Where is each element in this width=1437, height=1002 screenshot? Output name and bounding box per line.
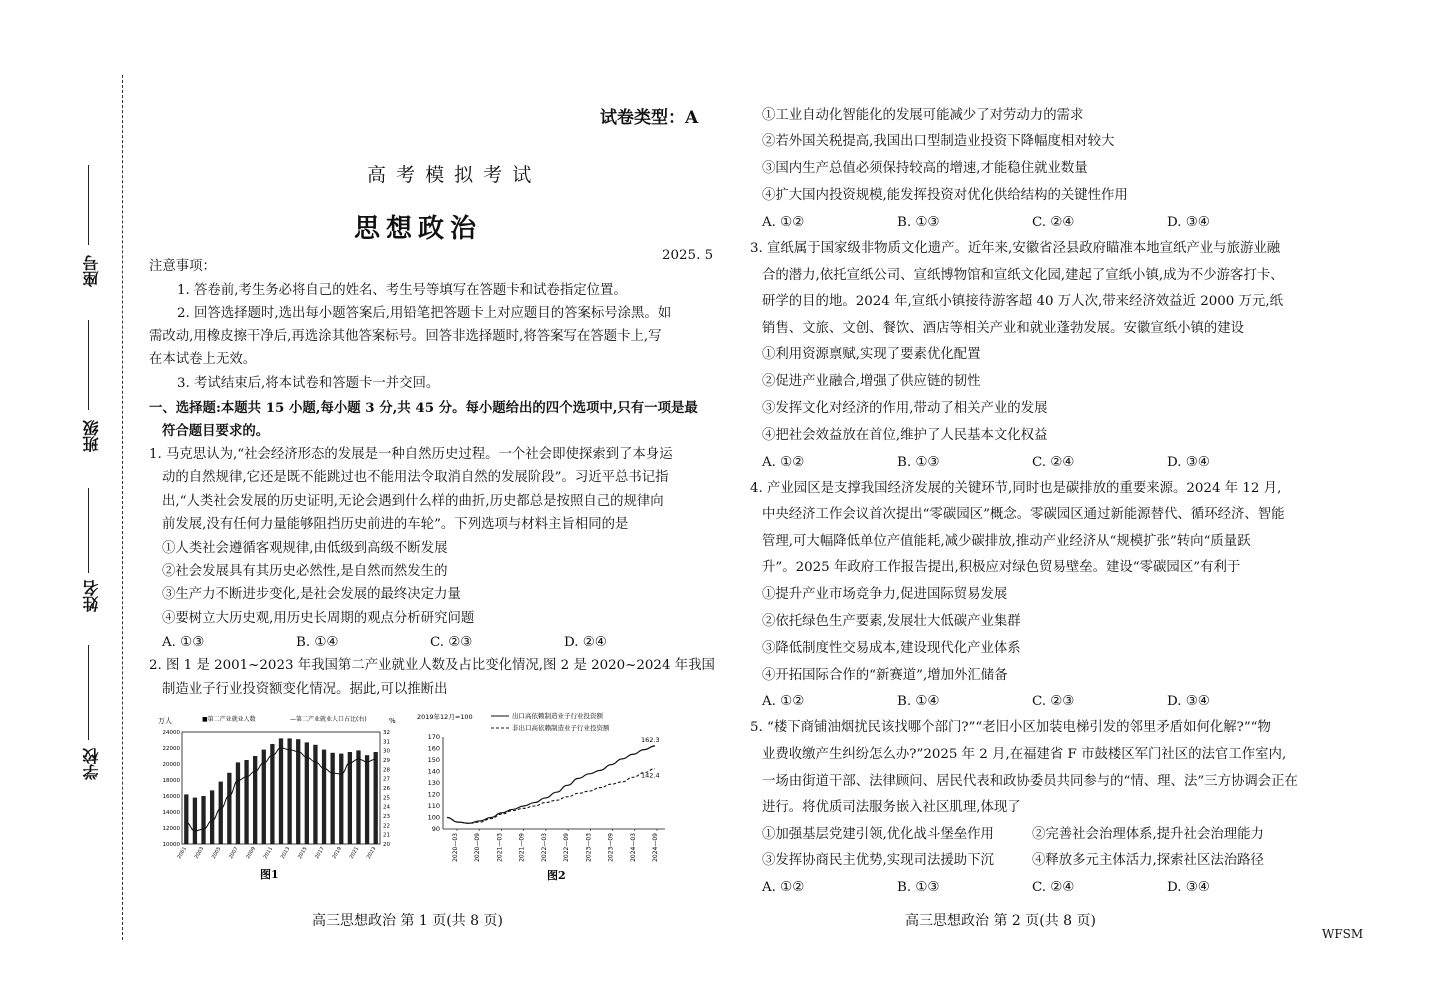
- question-5-item: ③发挥协商民主优势,实现司法援助下沉: [762, 853, 994, 868]
- chart1-title: 图1: [260, 868, 279, 881]
- question-4-options: [762, 694, 1302, 710]
- chart1-xtick: 2023: [365, 846, 378, 861]
- chart1-bar: [227, 773, 231, 844]
- option-a[interactable]: A. ①②: [762, 880, 805, 895]
- option-d[interactable]: D. ③④: [1167, 455, 1210, 470]
- option-c[interactable]: C. ②③: [430, 635, 473, 650]
- question-3-stem: 研学的目的地。2024 年,宣纸小镇接待游客超 40 万人次,带来经济效益近 2000 万元,纸: [762, 294, 1283, 309]
- question-1-item: ②社会发展具有其历史必然性,是自然而然发生的: [162, 564, 448, 579]
- figure-1: [142, 712, 417, 882]
- question-3-stem: 3. 宣纸属于国家级非物质文化遗产。近年来,安徽省泾县政府瞄准本地宣纸产业与旅游业融: [750, 241, 1281, 256]
- question-5-options: [762, 880, 1302, 896]
- question-3-item: ②促进产业融合,增强了供应链的韧性: [762, 374, 981, 389]
- chart1-xtick: 2009: [245, 846, 257, 861]
- watermark-code: WFSM: [1322, 927, 1364, 941]
- chart1-ytick: 10000: [162, 842, 180, 848]
- option-d[interactable]: D. ③④: [1167, 694, 1210, 709]
- chart1-legend-line: —第二产业就业人口占比(右): [290, 716, 367, 723]
- chart2-ytick: 140: [427, 767, 440, 776]
- chart2-legend-2: 非出口高依赖制造业子行业投资额: [512, 724, 610, 732]
- figure-2-chart: [417, 709, 702, 884]
- chart2-ytick: 110: [427, 802, 440, 810]
- chart1-bar: [279, 738, 283, 844]
- chart1-bar: [244, 760, 248, 844]
- chart2-title: 图2: [547, 869, 566, 882]
- question-2-item: ④扩大国内投资规模,能发挥投资对优化供给结构的关键性作用: [762, 188, 1128, 203]
- question-4-item: ②依托绿色生产要素,发展壮大低碳产业集群: [762, 614, 1021, 629]
- chart2-xtick: 2022—03: [540, 833, 548, 862]
- question-3-item: ④把社会效益放在首位,维护了人民基本文化权益: [762, 428, 1048, 443]
- chart2-end-label-1: 162.3: [641, 735, 660, 744]
- option-d[interactable]: D. ③④: [1167, 215, 1210, 230]
- option-c[interactable]: C. ②④: [1032, 455, 1075, 470]
- chart1-bar: [201, 796, 205, 844]
- name-blank: [88, 488, 89, 573]
- chart2-export-line: [447, 746, 655, 823]
- chart1-bar: [348, 752, 352, 844]
- option-b[interactable]: B. ①④: [897, 694, 940, 709]
- page-1-footer: 高三思想政治 第 1 页(共 8 页): [312, 913, 503, 929]
- notice-title: 注意事项：: [149, 259, 216, 274]
- chart1-y2tick: 26: [383, 786, 390, 792]
- chart1-ytick: 16000: [162, 794, 180, 800]
- chart1-y2tick: 22: [383, 823, 390, 830]
- chart1-ytick: 12000: [162, 826, 180, 832]
- question-5-stem: 5. “楼下商铺油烟扰民该找哪个部门?”“老旧小区加装电梯引发的邻里矛盾如何化解?”“物: [750, 720, 1271, 735]
- chart2-ytick: 130: [427, 779, 440, 787]
- question-1-stem: 1. 马克思认为,“社会经济形态的发展是一种自然历史过程。一个社会即使探索到了本身运: [149, 447, 673, 462]
- chart1-bar: [296, 739, 300, 844]
- chart1-ytick: 24000: [162, 730, 180, 736]
- chart1-bar: [374, 752, 378, 844]
- chart2-ytick: 150: [427, 756, 440, 764]
- chart1-y2tick: 30: [383, 748, 390, 755]
- chart2-xtick: 2020—03: [452, 833, 459, 862]
- chart1-xtick: 2001: [176, 846, 189, 861]
- chart1-bar: [331, 753, 335, 844]
- question-4-stem: 升”。2025 年政府工作报告提出,积极应对绿色贸易壁垒。建设“零碳园区”有利于: [762, 560, 1241, 575]
- chart2-ytick: 160: [427, 744, 440, 753]
- page-2-footer: 高三思想政治 第 2 页(共 8 页): [905, 913, 1096, 929]
- chart2-ytick: 170: [427, 733, 440, 741]
- option-c[interactable]: C. ②④: [1032, 215, 1075, 230]
- question-5-stem: 业费收缴产生纠纷怎么办?”2025 年 2 月,在福建省 F 市鼓楼区军门社区的法官工作室内,: [762, 747, 1287, 762]
- section-heading: 一、选择题:本题共 15 小题,每小题 3 分,共 45 分。每小题给出的四个选项中,只有一项是最: [149, 400, 698, 416]
- binding-dashed-line: [122, 75, 123, 940]
- chart1-xtick: 2011: [262, 846, 275, 861]
- chart1-bar: [356, 750, 360, 844]
- chart1-ytick: 18000: [162, 778, 180, 784]
- chart1-xtick: 2017: [314, 846, 326, 861]
- seat-label: 座号: [82, 255, 101, 287]
- question-4-stem: 4. 产业园区是支撑我国经济发展的关键环节,同时也是碳排放的重要来源。2024 年 12 月,: [750, 481, 1282, 496]
- chart1-y2tick: 21: [383, 832, 390, 839]
- seat-blank: [88, 165, 89, 245]
- chart1-bar: [253, 756, 257, 844]
- question-1-stem: 出,“人类社会发展的历史证明,无论会遇到什么样的曲折,历史都总是按照自己的规律向: [162, 494, 664, 509]
- chart2-xtick: 2023—09: [607, 833, 615, 862]
- chart1-bar: [184, 794, 188, 844]
- question-4-item: ④开拓国际合作的“新赛道”,增加外汇储备: [762, 668, 1008, 683]
- chart2-xtick: 2022—09: [563, 833, 571, 862]
- question-1-options: [162, 635, 698, 651]
- question-2-item: ①工业自动化智能化的发展可能减少了对劳动力的需求: [762, 108, 1084, 123]
- chart1-bar: [210, 790, 214, 844]
- chart1-y2tick: 29: [383, 758, 390, 764]
- option-b[interactable]: B. ①③: [897, 880, 940, 895]
- chart1-bar: [339, 754, 343, 844]
- question-5-stem: 一场由街道干部、法律顾问、居民代表和政协委员共同参与的“情、理、法”三方协调会正在: [762, 774, 1298, 789]
- chart2-ytick: 100: [427, 813, 440, 822]
- question-1-item: ④要树立大历史观,用历史长周期的观点分析研究问题: [162, 611, 475, 626]
- chart1-bar: [313, 745, 317, 844]
- question-3-item: ①利用资源禀赋,实现了要素优化配置: [762, 347, 981, 362]
- chart2-legend-1: 出口高依赖制造业子行业投资额: [512, 712, 603, 720]
- chart1-bar: [287, 738, 291, 844]
- option-b[interactable]: B. ①③: [897, 455, 940, 470]
- question-5-item: ②完善社会治理体系,提升社会治理能力: [1032, 827, 1264, 842]
- chart2-xtick: 2021—09: [518, 833, 526, 862]
- chart1-xtick: 2019: [331, 846, 343, 861]
- question-4-stem: 中央经济工作会议首次提出“零碳园区”概念。零碳园区通过新能源替代、循环经济、智能: [762, 507, 1285, 522]
- chart1-bar: [322, 750, 326, 844]
- notice-line: 需改动,用橡皮擦干净后,再选涂其他答案标号。回答非选择题时,将答案写在答题卡上,写: [149, 329, 662, 344]
- chart1-ylabel: 万人: [158, 717, 172, 725]
- question-1-stem: 前发展,没有任何力量能够阻挡历史前进的车轮”。下列选项与材料主旨相同的是: [162, 517, 629, 532]
- figure-2: [417, 709, 702, 884]
- figure-1-chart: [142, 712, 417, 882]
- chart1-bar: [219, 782, 223, 844]
- chart2-ytick: 90: [431, 825, 440, 833]
- question-2-item: ③国内生产总值必须保持较高的增速,才能稳住就业数量: [762, 161, 1088, 176]
- chart2-xtick: 2020—09: [474, 833, 482, 862]
- option-c[interactable]: C. ②④: [1032, 880, 1075, 895]
- chart1-xtick: 2005: [210, 846, 223, 861]
- question-2-stem: 制造业子行业投资额变化情况。据此,可以推断出: [162, 682, 448, 697]
- chart1-bar: [270, 744, 274, 844]
- chart1-y2tick: 23: [383, 814, 390, 820]
- notice-line: 在本试卷上无效。: [149, 352, 257, 367]
- question-2-options: [762, 215, 1302, 231]
- question-5-stem: 进行。将优质司法服务嵌入社区肌理,体现了: [762, 800, 1021, 815]
- notice-line: 3. 考试结束后,将本试卷和答题卡一并交回。: [177, 376, 440, 391]
- chart1-bar: [365, 755, 369, 844]
- class-label: 班级: [82, 420, 101, 452]
- option-a[interactable]: A. ①②: [762, 455, 805, 470]
- option-a[interactable]: A. ①②: [762, 694, 805, 709]
- question-4-stem: 管理,可大幅降低单位产值能耗,减少碳排放,推动产业经济从“规模扩张”转向“质量跃: [762, 534, 1251, 549]
- chart1-y2tick: 32: [383, 730, 390, 736]
- chart1-xtick: 2015: [296, 846, 309, 861]
- chart1-y2tick: 31: [383, 739, 390, 746]
- chart1-bar: [193, 798, 197, 844]
- option-a[interactable]: A. ①③: [162, 635, 205, 650]
- chart1-y2tick: 27: [383, 776, 390, 783]
- section-heading: 符合题目要求的。: [162, 423, 270, 439]
- chart1-bar: [236, 762, 240, 844]
- chart2-xtick: 2024—03: [629, 833, 637, 862]
- option-c[interactable]: C. ②③: [1032, 694, 1075, 709]
- question-3-stem: 销售、文旅、文创、餐饮、酒店等相关产业和就业蓬勃发展。安徽宣纸小镇的建设: [762, 321, 1245, 336]
- class-blank: [88, 320, 89, 410]
- question-3-options: [762, 455, 1302, 471]
- option-a[interactable]: A. ①②: [762, 215, 805, 230]
- exam-title: 高 考 模 拟 考 试: [367, 164, 534, 186]
- chart1-y2tick: 28: [383, 767, 390, 774]
- chart2-xtick: 2021—03: [496, 833, 504, 862]
- chart1-y2tick: 24: [383, 804, 390, 811]
- chart1-xtick: 2021: [348, 846, 361, 861]
- option-b[interactable]: B. ①④: [296, 635, 339, 650]
- chart1-y2tick: 20: [383, 842, 390, 848]
- chart2-end-label-2: 142.4: [641, 771, 660, 780]
- chart2-xtick: 2023—03: [585, 833, 593, 862]
- notice-line: 2. 回答选择题时,选出每小题答案后,用铅笔把答题卡上对应题目的答案标号涂黑。如: [177, 306, 672, 321]
- chart1-y2label: %: [389, 717, 396, 725]
- question-3-item: ③发挥文化对经济的作用,带动了相关产业的发展: [762, 401, 1048, 416]
- question-1-stem: 动的自然规律,它还是既不能跳过也不能用法令取消自然的发展阶段”。习近平总书记指: [162, 470, 669, 485]
- option-d[interactable]: D. ②④: [564, 635, 607, 650]
- question-5-item: ①加强基层党建引领,优化战斗堡垒作用: [762, 827, 994, 842]
- option-b[interactable]: B. ①③: [897, 215, 940, 230]
- option-d[interactable]: D. ③④: [1167, 880, 1210, 895]
- question-2-stem: 2. 图 1 是 2001~2023 年我国第二产业就业人数及占比变化情况,图 2 是 2020~2024 年我国: [149, 658, 715, 673]
- chart2-note: 2019年12月=100: [417, 713, 473, 721]
- chart2-ytick: 120: [427, 790, 440, 799]
- question-4-item: ①提升产业市场竞争力,促进国际贸易发展: [762, 587, 1008, 602]
- exam-date: 2025. 5: [662, 248, 714, 263]
- question-1-item: ①人类社会遵循客观规律,由低级到高级不断发展: [162, 541, 448, 556]
- question-3-stem: 合的潜力,依托宣纸公司、宣纸博物馆和宣纸文化园,建起了宣纸小镇,成为不少游客打卡、: [762, 268, 1284, 283]
- subject-title: 思想政治: [354, 214, 483, 244]
- chart2-nonexport-line: [447, 769, 655, 824]
- chart1-ytick: 14000: [162, 810, 180, 816]
- chart1-y2tick: 25: [383, 795, 390, 802]
- chart1-xtick: 2013: [279, 846, 292, 861]
- question-4-item: ③降低制度性交易成本,建设现代化产业体系: [762, 641, 1021, 656]
- notice-line: 1. 答卷前,考生务必将自己的姓名、考生号等填写在答题卡和试卷指定位置。: [177, 283, 627, 298]
- question-2-item: ②若外国关税提高,我国出口型制造业投资下降幅度相对较大: [762, 134, 1115, 149]
- paper-type: 试卷类型：A: [600, 108, 699, 128]
- chart1-xtick: 2007: [228, 846, 240, 861]
- question-5-item: ④释放多元主体活力,探索社区法治路径: [1032, 853, 1264, 868]
- question-1-item: ③生产力不断进步变化,是社会发展的最终决定力量: [162, 587, 461, 602]
- school-blank: [88, 645, 89, 740]
- chart2-xtick: 2024—09: [652, 833, 659, 862]
- chart1-ytick: 22000: [162, 746, 180, 752]
- school-label: 学校: [82, 748, 101, 780]
- chart1-legend-bars: ■第二产业就业人数: [202, 716, 256, 723]
- name-label: 姓名: [82, 580, 101, 612]
- chart1-xtick: 2003: [193, 846, 206, 861]
- chart1-ytick: 20000: [162, 762, 180, 768]
